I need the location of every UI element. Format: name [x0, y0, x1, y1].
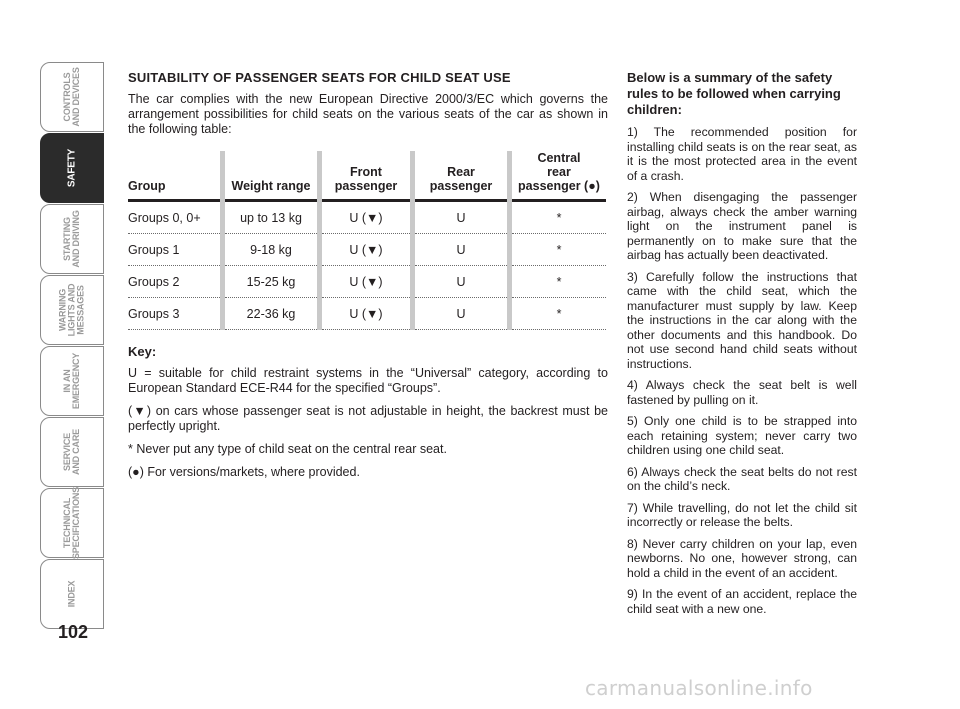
- cell-central: *: [510, 266, 607, 298]
- tab-index[interactable]: [40, 559, 104, 629]
- cell-group: Groups 1: [128, 234, 223, 266]
- section-intro: The car complies with the new European Directive 2000/3/EC which governs the arrangement possibilities for child seats on the various seats of the car as shown in the following table:: [128, 92, 608, 136]
- tab-warning-lights-and-messages[interactable]: [40, 275, 104, 345]
- tab-label: WARNING LIGHTS AND MESSAGES: [57, 283, 86, 337]
- key-central-seat: * Never put any type of child seat on the central rear seat.: [128, 442, 447, 456]
- tab-label: SAFETY: [66, 148, 78, 188]
- table-row: [128, 298, 606, 330]
- key-versions: (●) For versions/markets, where provided.: [128, 465, 360, 479]
- cell-rear: U: [413, 266, 510, 298]
- tab-label: CONTROLS AND DEVICES: [62, 67, 81, 127]
- tab-label: IN AN EMERGENCY: [62, 352, 81, 410]
- cell-front: U (▼): [320, 266, 413, 298]
- key-title: Key:: [128, 344, 157, 359]
- section-heading: SUITABILITY OF PASSENGER SEATS FOR CHILD SEAT USE: [128, 70, 511, 85]
- cell-weight: up to 13 kg: [223, 201, 320, 234]
- rule-item: 6) Always check the seat belts do not rest on the child’s neck.: [627, 464, 857, 493]
- cell-central: *: [510, 201, 607, 234]
- header-weight-range: Weight range: [223, 151, 320, 201]
- cell-group: Groups 2: [128, 266, 223, 298]
- table-header-row: [128, 151, 606, 201]
- left-column: [128, 70, 608, 488]
- tab-label: TECHNICAL SPECIFICATIONS: [62, 486, 81, 560]
- cell-front: U (▼): [320, 234, 413, 266]
- tab-label: STARTING AND DRIVING: [62, 210, 81, 268]
- cell-front: U (▼): [320, 298, 413, 330]
- table-row: [128, 234, 606, 266]
- key-backrest: (▼) on cars whose passenger seat is not adjustable in height, the backrest must be perfectly upright.: [128, 404, 608, 433]
- rule-item: 1) The recommended position for installing child seats is on the rear seat, as it is the most protected area in the event of a crash.: [627, 125, 857, 183]
- header-group: Group: [128, 151, 223, 201]
- right-column: [627, 70, 857, 623]
- cell-rear: U: [413, 298, 510, 330]
- tab-label: SERVICE AND CARE: [62, 429, 81, 475]
- rule-item: 8) Never carry children on your lap, even newborns. No one, however strong, can hold a child in the event of an accident.: [627, 536, 857, 580]
- rule-item: 4) Always check the seat belt is well fastened by pulling on it.: [627, 378, 857, 407]
- tab-technical-specifications[interactable]: [40, 488, 104, 558]
- child-seat-table: [128, 151, 606, 330]
- rule-item: 7) While travelling, do not let the child sit incorrectly or release the belts.: [627, 500, 857, 529]
- cell-weight: 9-18 kg: [223, 234, 320, 266]
- key-universal: U = suitable for child restraint systems in the “Universal” category, according to European Standard ECE-R44 for the specified “Groups”.: [128, 366, 608, 395]
- cell-group: Groups 3: [128, 298, 223, 330]
- header-rear-passenger: Rear passenger: [413, 151, 510, 201]
- table-row: [128, 201, 606, 234]
- rule-item: 2) When disengaging the passenger airbag, always check the amber warning light on the instrument panel is permanently on to make sure that the airbag has actually been deactivated.: [627, 190, 857, 262]
- rule-item: 3) Carefully follow the instructions that came with the child seat, which the manufacturer must supply by law. Keep the instructions in the car along with the other documents and this handbook. Do not use second hand child seats without instructions.: [627, 269, 857, 371]
- cell-front: U (▼): [320, 201, 413, 234]
- tab-service-and-care[interactable]: [40, 417, 104, 487]
- page-number: 102: [57, 622, 89, 642]
- cell-central: *: [510, 298, 607, 330]
- header-central-rear-passenger: Central rear passenger (●): [510, 151, 607, 201]
- tab-safety[interactable]: [40, 133, 104, 203]
- cell-weight: 22-36 kg: [223, 298, 320, 330]
- header-front-passenger: Front passenger: [320, 151, 413, 201]
- tab-in-an-emergency[interactable]: [40, 346, 104, 416]
- cell-rear: U: [413, 201, 510, 234]
- rules-intro: Below is a summary of the safety rules to be followed when carrying children:: [627, 70, 841, 117]
- tab-label: INDEX: [66, 580, 77, 608]
- cell-weight: 15-25 kg: [223, 266, 320, 298]
- rule-item: 9) In the event of an accident, replace the child seat with a new one.: [627, 587, 857, 616]
- tab-starting-and-driving[interactable]: [40, 204, 104, 274]
- tab-controls-and-devices[interactable]: [40, 62, 104, 132]
- watermark: carmanualsonline.info: [585, 676, 813, 700]
- cell-rear: U: [413, 234, 510, 266]
- cell-group: Groups 0, 0+: [128, 201, 223, 234]
- table-row: [128, 266, 606, 298]
- cell-central: *: [510, 234, 607, 266]
- rule-item: 5) Only one child is to be strapped into each retaining system; never carry two children using one child seat.: [627, 414, 857, 457]
